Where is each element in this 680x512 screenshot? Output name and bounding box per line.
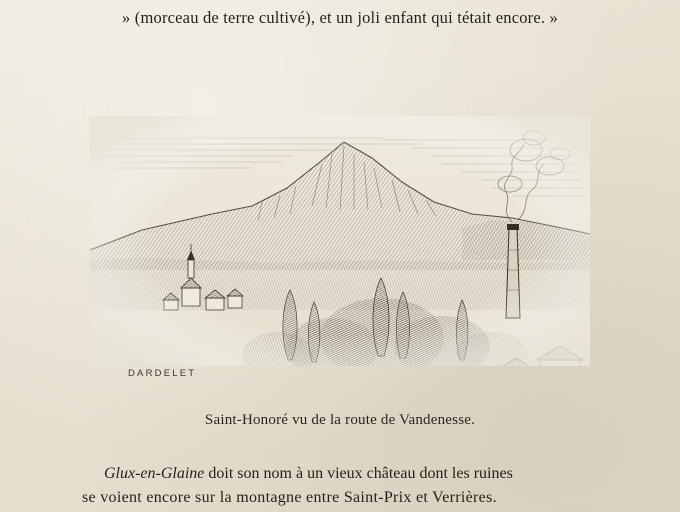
- engraver-signature: DARDELET: [128, 368, 197, 379]
- illustration-caption: Saint-Honoré vu de la route de Vandenesse.: [204, 412, 476, 428]
- body-paragraph: [82, 462, 598, 510]
- paragraph-line-1: [82, 462, 598, 486]
- engraving-scene: [90, 116, 590, 386]
- river: [232, 378, 590, 386]
- place-name-italic: Glux-en-Glaine: [104, 465, 205, 482]
- quotation-line: » (morceau de terre cultivé), et un joli enfant qui tétait encore. »: [121, 8, 558, 27]
- engraving-illustration: [82, 110, 598, 386]
- engraving-svg: [82, 110, 598, 386]
- paragraph-line-2: se voient encore sur la montagne entre Saint-Prix et Verrières.: [82, 489, 497, 506]
- paragraph-line-1-rest: doit son nom à un vieux château dont les ruines: [208, 465, 513, 482]
